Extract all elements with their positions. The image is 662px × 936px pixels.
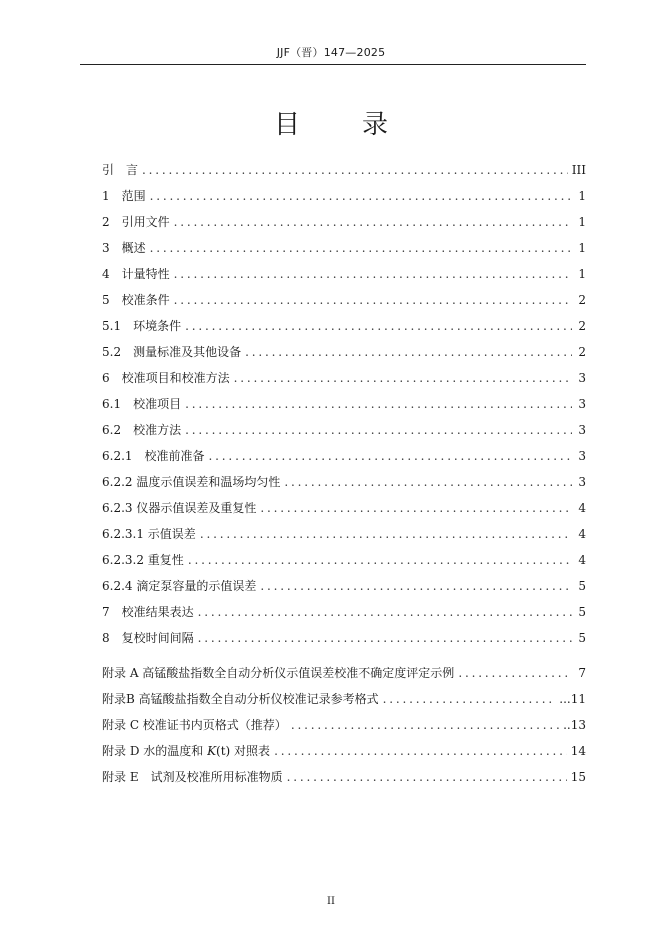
label-prefix: 附录 D 水的温度和	[102, 744, 208, 758]
toc-entry-page: 2	[578, 319, 586, 333]
dot-leader	[185, 397, 572, 411]
dot-leader	[174, 215, 572, 229]
dot-leader	[188, 553, 572, 567]
toc-entry-page: 3	[578, 371, 586, 385]
dot-leader	[287, 770, 567, 784]
toc-entry-label: 5.1 环境条件	[102, 319, 182, 333]
dot-leader	[150, 241, 572, 255]
toc-entry-label: 8 复校时间间隔	[102, 631, 194, 645]
toc-entry-page: 3	[578, 423, 586, 437]
toc-entry-page: 4	[578, 527, 586, 541]
toc-entry-label: 5.2 测量标准及其他设备	[102, 345, 242, 359]
dot-leader	[185, 319, 572, 333]
standard-code: JJF（晋）147—2025	[276, 46, 386, 59]
toc-entry[interactable]	[102, 551, 586, 577]
toc-entry-label: 6.2.1 校准前准备	[102, 449, 205, 463]
toc-appendix-entry[interactable]	[102, 690, 586, 716]
toc-appendix-entry[interactable]	[102, 664, 586, 690]
toc-entry-page: 2	[578, 345, 586, 359]
toc-entry-page: 4	[578, 501, 586, 515]
dot-leader	[209, 449, 572, 463]
toc-entry-page: 2	[578, 293, 586, 307]
dot-leader	[260, 501, 572, 515]
toc-entry[interactable]	[102, 577, 586, 603]
toc-entry-label: 5 校准条件	[102, 293, 170, 307]
toc-entry[interactable]	[102, 395, 586, 421]
label-italic-symbol: K	[207, 744, 217, 758]
toc-entry-intro[interactable]	[102, 161, 586, 187]
toc-entry-label: 引 言	[102, 163, 139, 177]
dot-leader	[174, 293, 572, 307]
dot-leader	[150, 189, 572, 203]
toc-entry-page: 15	[570, 770, 586, 784]
toc-entry-page: 1	[578, 241, 586, 255]
toc-entry-page: 4	[578, 553, 586, 567]
toc-entry[interactable]	[102, 629, 586, 655]
page-title: 目 录	[273, 110, 406, 140]
toc-entry-page: 1	[578, 215, 586, 229]
toc-entry-label	[102, 742, 270, 759]
toc-entry-page: 3	[578, 449, 586, 463]
toc-entry[interactable]	[102, 187, 586, 213]
toc-entry-label: 附录B 高锰酸盐指数全自动分析仪校准记录参考格式	[102, 692, 379, 706]
toc-entry[interactable]	[102, 525, 586, 551]
toc-entry-label: 附录 A 高锰酸盐指数全自动分析仪示值误差校准不确定度评定示例	[102, 666, 455, 680]
toc-appendix-entry[interactable]	[102, 716, 586, 742]
toc-entry-label: 2 引用文件	[102, 215, 170, 229]
toc-entry[interactable]	[102, 213, 586, 239]
toc-entry-label: 附录 C 校准证书内页格式（推荐）	[102, 718, 287, 732]
toc-entry-label: 附录 E 试剂及校准所用标准物质	[102, 770, 283, 784]
dot-leader	[198, 605, 572, 619]
toc-entry-label: 6.2 校准方法	[102, 423, 182, 437]
header-divider	[80, 64, 586, 65]
toc-appendix-entry[interactable]	[102, 742, 586, 768]
toc-entry-page: 1	[578, 189, 586, 203]
label-suffix: (t) 对照表	[216, 744, 271, 758]
toc-entry[interactable]	[102, 239, 586, 265]
toc-entry-page: 7	[578, 666, 586, 680]
toc-entry[interactable]	[102, 317, 586, 343]
toc-entry[interactable]	[102, 369, 586, 395]
toc-entry-label: 6.2.3.2 重复性	[102, 553, 184, 567]
toc-entry-page: III	[571, 163, 586, 177]
toc-entry-label: 6 校准项目和校准方法	[102, 371, 230, 385]
toc-entry-label: 6.2.2 温度示值误差和温场均匀性	[102, 475, 281, 489]
toc-entry-page: 5	[578, 631, 586, 645]
toc-entry-label: 1 范围	[102, 189, 146, 203]
toc-entry[interactable]	[102, 421, 586, 447]
dot-leader	[142, 163, 568, 177]
toc-entry-label: 7 校准结果表达	[102, 605, 194, 619]
toc-entry-page: 1	[578, 267, 586, 281]
toc-entry-label: 6.1 校准项目	[102, 397, 182, 411]
toc-entry-label: 4 计量特性	[102, 267, 170, 281]
dot-leader	[383, 692, 556, 706]
toc-entry-label: 6.2.3 仪器示值误差及重复性	[102, 501, 257, 515]
toc-entry-label: 6.2.4 滴定泵容量的示值误差	[102, 579, 257, 593]
toc-entry[interactable]	[102, 473, 586, 499]
toc-entry-page: 3	[578, 475, 586, 489]
toc-entry[interactable]	[102, 291, 586, 317]
dot-leader	[174, 267, 572, 281]
toc-entry-page: 5	[578, 605, 586, 619]
toc-entry-page: ...11	[559, 692, 586, 706]
toc-entry-label: 6.2.3.1 示值误差	[102, 527, 196, 541]
toc-entry[interactable]	[102, 265, 586, 291]
toc-entry-label: 3 概述	[102, 241, 146, 255]
toc-entry-page: 3	[578, 397, 586, 411]
toc-entry-page: 14	[570, 744, 586, 758]
dot-leader	[245, 345, 572, 359]
dot-leader	[458, 666, 572, 680]
dot-leader	[185, 423, 572, 437]
dot-leader	[284, 475, 572, 489]
toc-entry[interactable]	[102, 343, 586, 369]
page-number: II	[327, 896, 335, 907]
toc-entry[interactable]	[102, 603, 586, 629]
dot-leader	[200, 527, 572, 541]
dot-leader	[198, 631, 572, 645]
table-of-contents	[102, 161, 586, 794]
dot-leader	[260, 579, 572, 593]
toc-entry-page: 5	[578, 579, 586, 593]
toc-entry[interactable]	[102, 499, 586, 525]
dot-leader	[234, 371, 572, 385]
dot-leader	[274, 744, 567, 758]
section-gap	[102, 655, 586, 664]
dot-leader	[291, 718, 559, 732]
toc-entry-page: ..13	[563, 718, 586, 732]
toc-entry[interactable]	[102, 447, 586, 473]
toc-appendix-entry[interactable]	[102, 768, 586, 794]
